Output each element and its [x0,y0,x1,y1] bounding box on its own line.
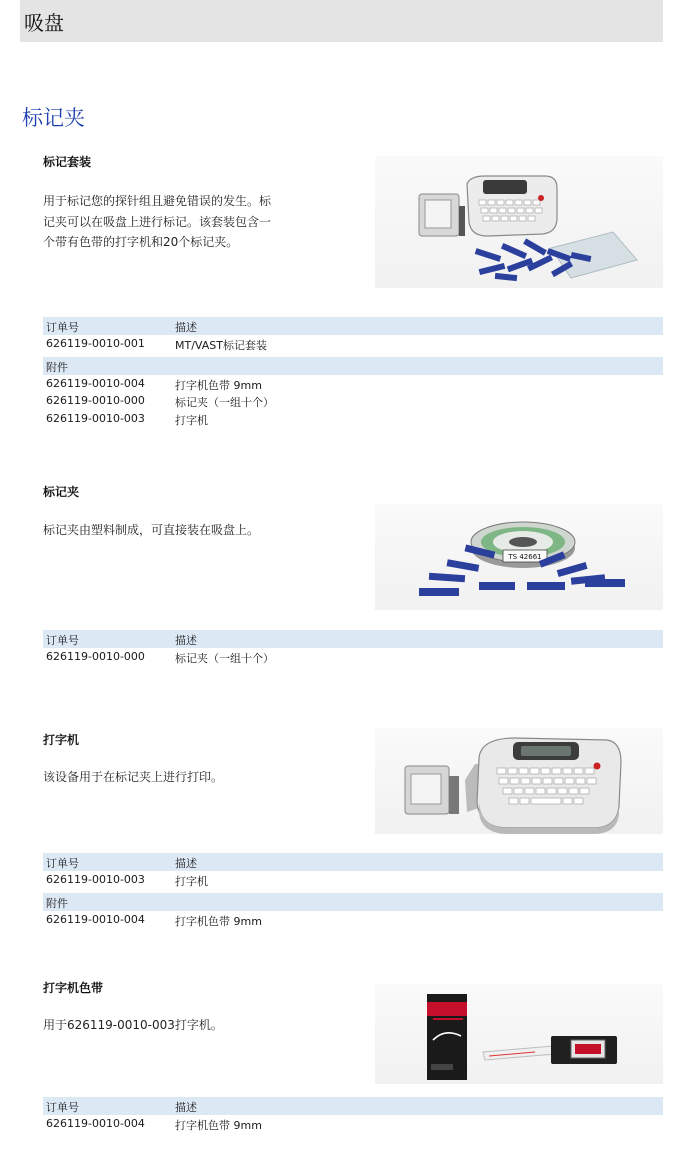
accessories-header-row [43,893,663,911]
accessories-header-row [43,357,663,375]
order-number: 626119-0010-004 [46,1116,145,1130]
order-number: 626119-0010-003 [46,411,145,425]
item-description: 打字机 [175,874,208,888]
item-description: 标记夹（一组十个） [175,396,274,409]
col-header-order-no: 订单号 [46,1101,79,1114]
order-table-tape [43,1097,663,1132]
table-header-row [43,630,663,648]
col-header-order-no: 订单号 [46,857,79,870]
page-header-title: 吸盘 [24,10,64,35]
order-table-clips [43,630,663,665]
order-number: 626119-0010-003 [46,872,145,886]
item-description: 打字机色带 9mm [175,914,262,928]
table-row [43,375,663,393]
accessories-label: 附件 [46,361,68,374]
table-row [43,871,663,889]
table-header-row [43,317,663,335]
table-row [43,335,663,353]
section-title: 标记夹 [22,106,85,130]
tape-product-image [375,984,663,1084]
order-number: 626119-0010-004 [46,912,145,926]
kit-product-image [375,156,663,288]
table-row [43,1115,663,1133]
table-row [43,410,663,428]
product-desc-printer: 该设备用于在标记夹上进行打印。 [43,770,224,784]
table-row [43,911,663,929]
product-desc-tape: 用于626119-0010-003打字机。 [43,1018,223,1032]
order-table-kit [43,317,663,427]
col-header-description: 描述 [175,634,197,647]
item-description: MT/VAST标记套装 [175,338,267,352]
col-header-description: 描述 [175,857,197,870]
product-title-clips: 标记夹 [43,485,80,499]
table-row [43,648,663,666]
page-header [20,0,663,42]
col-header-description: 描述 [175,1101,197,1114]
product-title-printer: 打字机 [43,733,80,747]
clips-product-image [375,504,663,610]
printer-product-image [375,728,663,834]
clip-label-text: TS 42661 [508,553,542,561]
item-description: 标记夹（一组十个） [175,651,274,665]
table-row [43,392,663,410]
table-header-row [43,1097,663,1115]
product-desc-clips: 标记夹由塑料制成，可直接装在吸盘上。 [43,523,260,537]
order-number: 626119-0010-001 [46,336,145,350]
order-number: 626119-0010-000 [46,394,145,407]
item-description: 打字机色带 9mm [175,378,262,392]
accessories-label: 附件 [46,897,68,910]
item-description: 打字机色带 9mm [175,1118,262,1132]
product-title-kit: 标记套装 [43,155,92,169]
order-table-printer [43,853,663,928]
order-number: 626119-0010-004 [46,376,145,390]
order-number: 626119-0010-000 [46,649,145,663]
product-desc-kit: 用于标记您的探针组且避免错误的发生。标记夹可以在吸盘上进行标记。该套装包含一个带有色带的打字机和20个标记夹。 [43,194,272,249]
item-description: 打字机 [175,413,208,427]
col-header-order-no: 订单号 [46,634,79,647]
col-header-description: 描述 [175,321,197,334]
product-title-tape: 打字机色带 [43,981,104,995]
col-header-order-no: 订单号 [46,321,79,334]
table-header-row [43,853,663,871]
